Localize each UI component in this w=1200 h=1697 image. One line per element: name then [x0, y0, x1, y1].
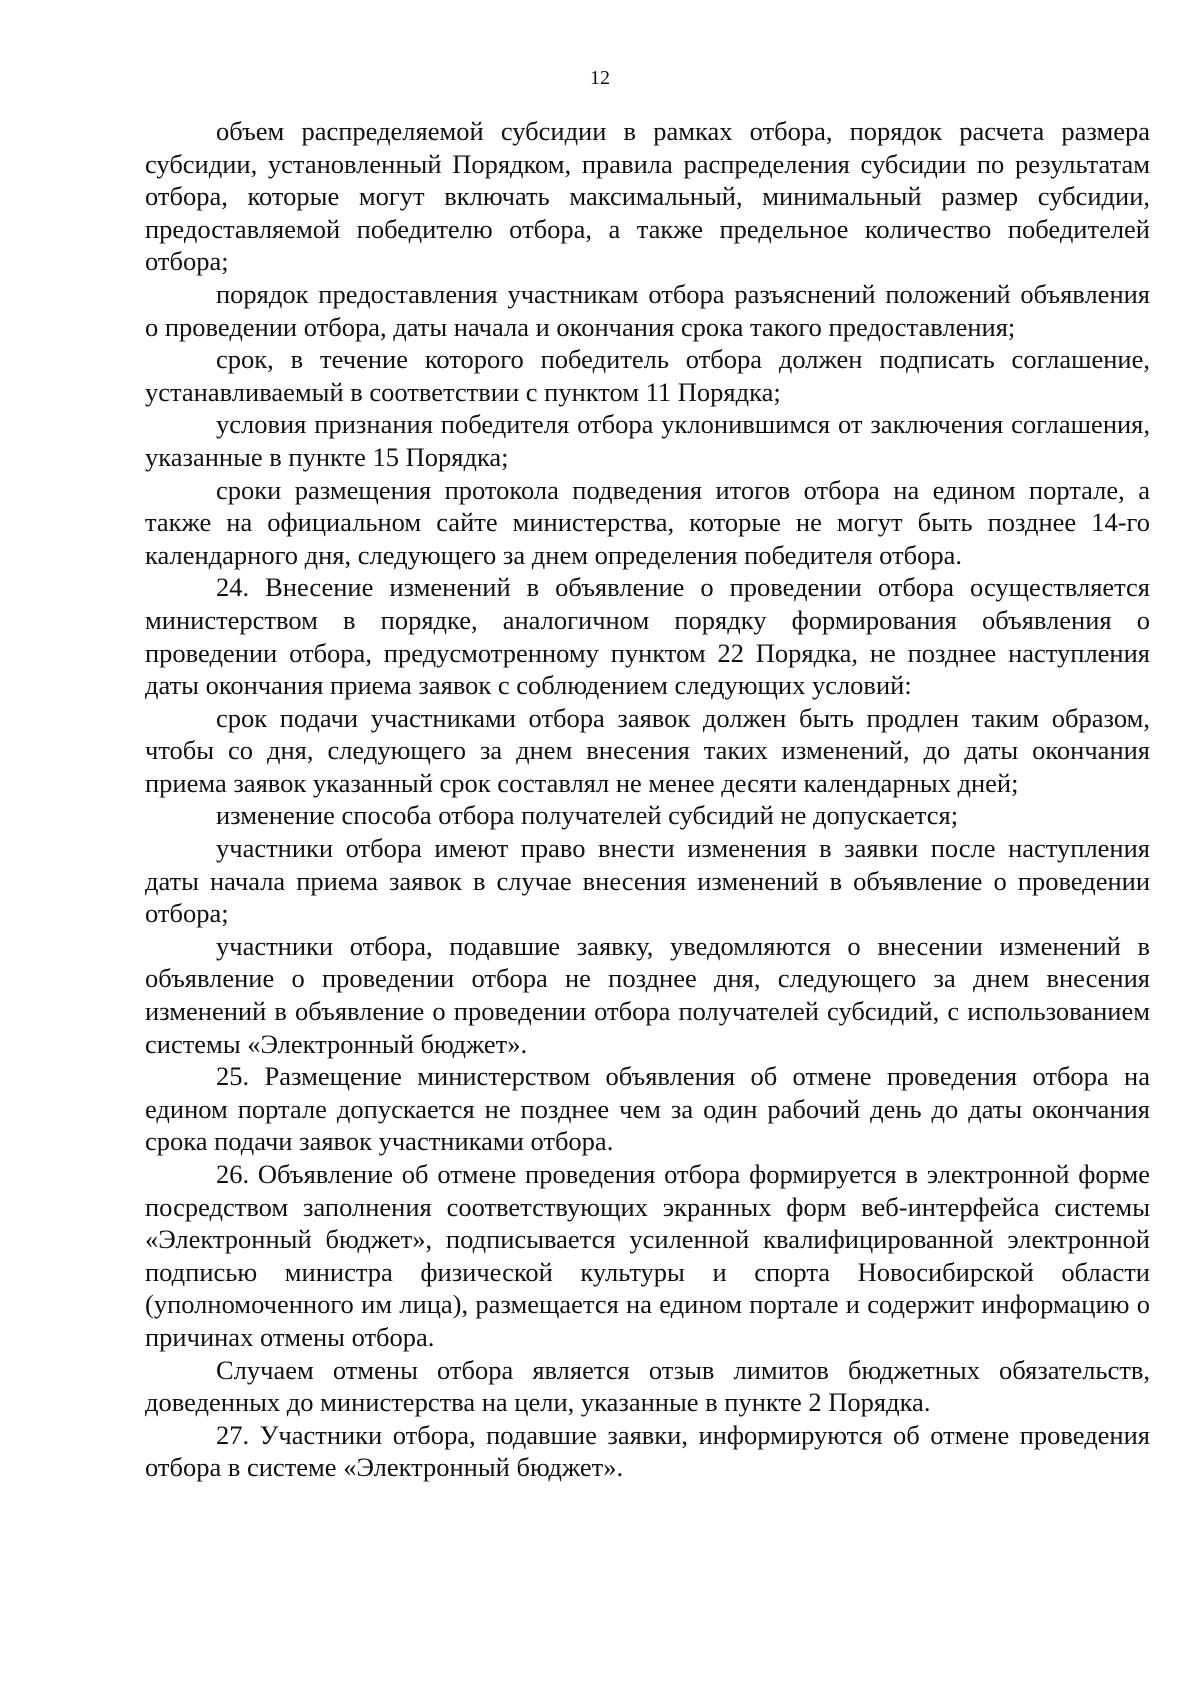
paragraph-subsidy-volume: объем распределяемой субсидии в рамках отбора, порядок расчета размера субсидии, установленный Порядком, правила распределения субсидии по результатам отбора, которые могут включать максимальный, минимальный размер субсидии, предоставляемой победителю отбора, а также предельное количество победителей отбора; — [145, 116, 1150, 277]
paragraph-cancellation-case: Случаем отмены отбора является отзыв лимитов бюджетных обязательств, доведенных до министерства на цели, указанные в пункте 2 Порядка. — [145, 1354, 1150, 1418]
paragraph-notification: участники отбора, подавшие заявку, уведомляются о внесении изменений в объявление о проведении отбора не позднее дня, следующего за днем внесения изменений в объявление о проведении отбора получателей субсидий, с использованием системы «Электронный бюджет». — [145, 930, 1150, 1059]
paragraph-deadline-extension: срок подачи участниками отбора заявок должен быть продлен таким образом, чтобы со дня, следующего за днем внесения таких изменений, до даты окончания приема заявок указанный срок составлял не менее десяти календарных дней; — [145, 702, 1150, 798]
paragraph-method-change: изменение способа отбора получателей субсидий не допускается; — [216, 800, 959, 831]
paragraph-item-27: 27. Участники отбора, подавшие заявки, информируются об отмене проведения отбора в системе «Электронный бюджет». — [145, 1419, 1150, 1483]
paragraph-item-25: 25. Размещение министерством объявления об отмене проведения отбора на едином портале допускается не позднее чем за один рабочий день до даты окончания срока подачи заявок участниками отбора. — [145, 1061, 1150, 1157]
paragraph-clarification-procedure: порядок предоставления участникам отбора разъяснений положений объявления о проведении отбора, даты начала и окончания срока такого предоставления; — [145, 278, 1150, 342]
paragraph-evasion-conditions: условия признания победителя отбора уклонившимся от заключения соглашения, указанные в пункте 15 Порядка; — [145, 409, 1150, 472]
paragraph-application-changes: участники отбора имеют право внести изменения в заявки после наступления даты начала приема заявок в случае внесения изменений в объявление о проведении отбора; — [145, 833, 1150, 929]
document-body — [145, 115, 1150, 1484]
paragraph-item-26: 26. Объявление об отмене проведения отбора формируется в электронной форме посредством заполнения соответствующих экранных форм веб-интерфейса системы «Электронный бюджет», подписывается усиленной квалифицированной электронной подписью министра физической культуры и спорта Новосибирской области (уполномоченного им лица), размещается на едином портале и содержит информацию о причинах отмены отбора. — [145, 1159, 1150, 1352]
page-number: 12 — [590, 67, 610, 89]
paragraph-item-24: 24. Внесение изменений в объявление о проведении отбора осуществляется министерством в порядке, аналогичном порядку формирования объявления о проведении отбора, предусмотренному пунктом 22 Порядка, не позднее наступления даты окончания приема заявок с соблюдением следующих условий: — [145, 572, 1150, 701]
paragraph-protocol-publication: сроки размещения протокола подведения итогов отбора на едином портале, а также на официальном сайте министерства, которые не могут быть позднее 14-го календарного дня, следующего за днем определения победителя отбора. — [145, 474, 1150, 570]
paragraph-agreement-deadline: срок, в течение которого победитель отбора должен подписать соглашение, устанавливаемый в соответствии с пунктом 11 Порядка; — [145, 344, 1150, 407]
